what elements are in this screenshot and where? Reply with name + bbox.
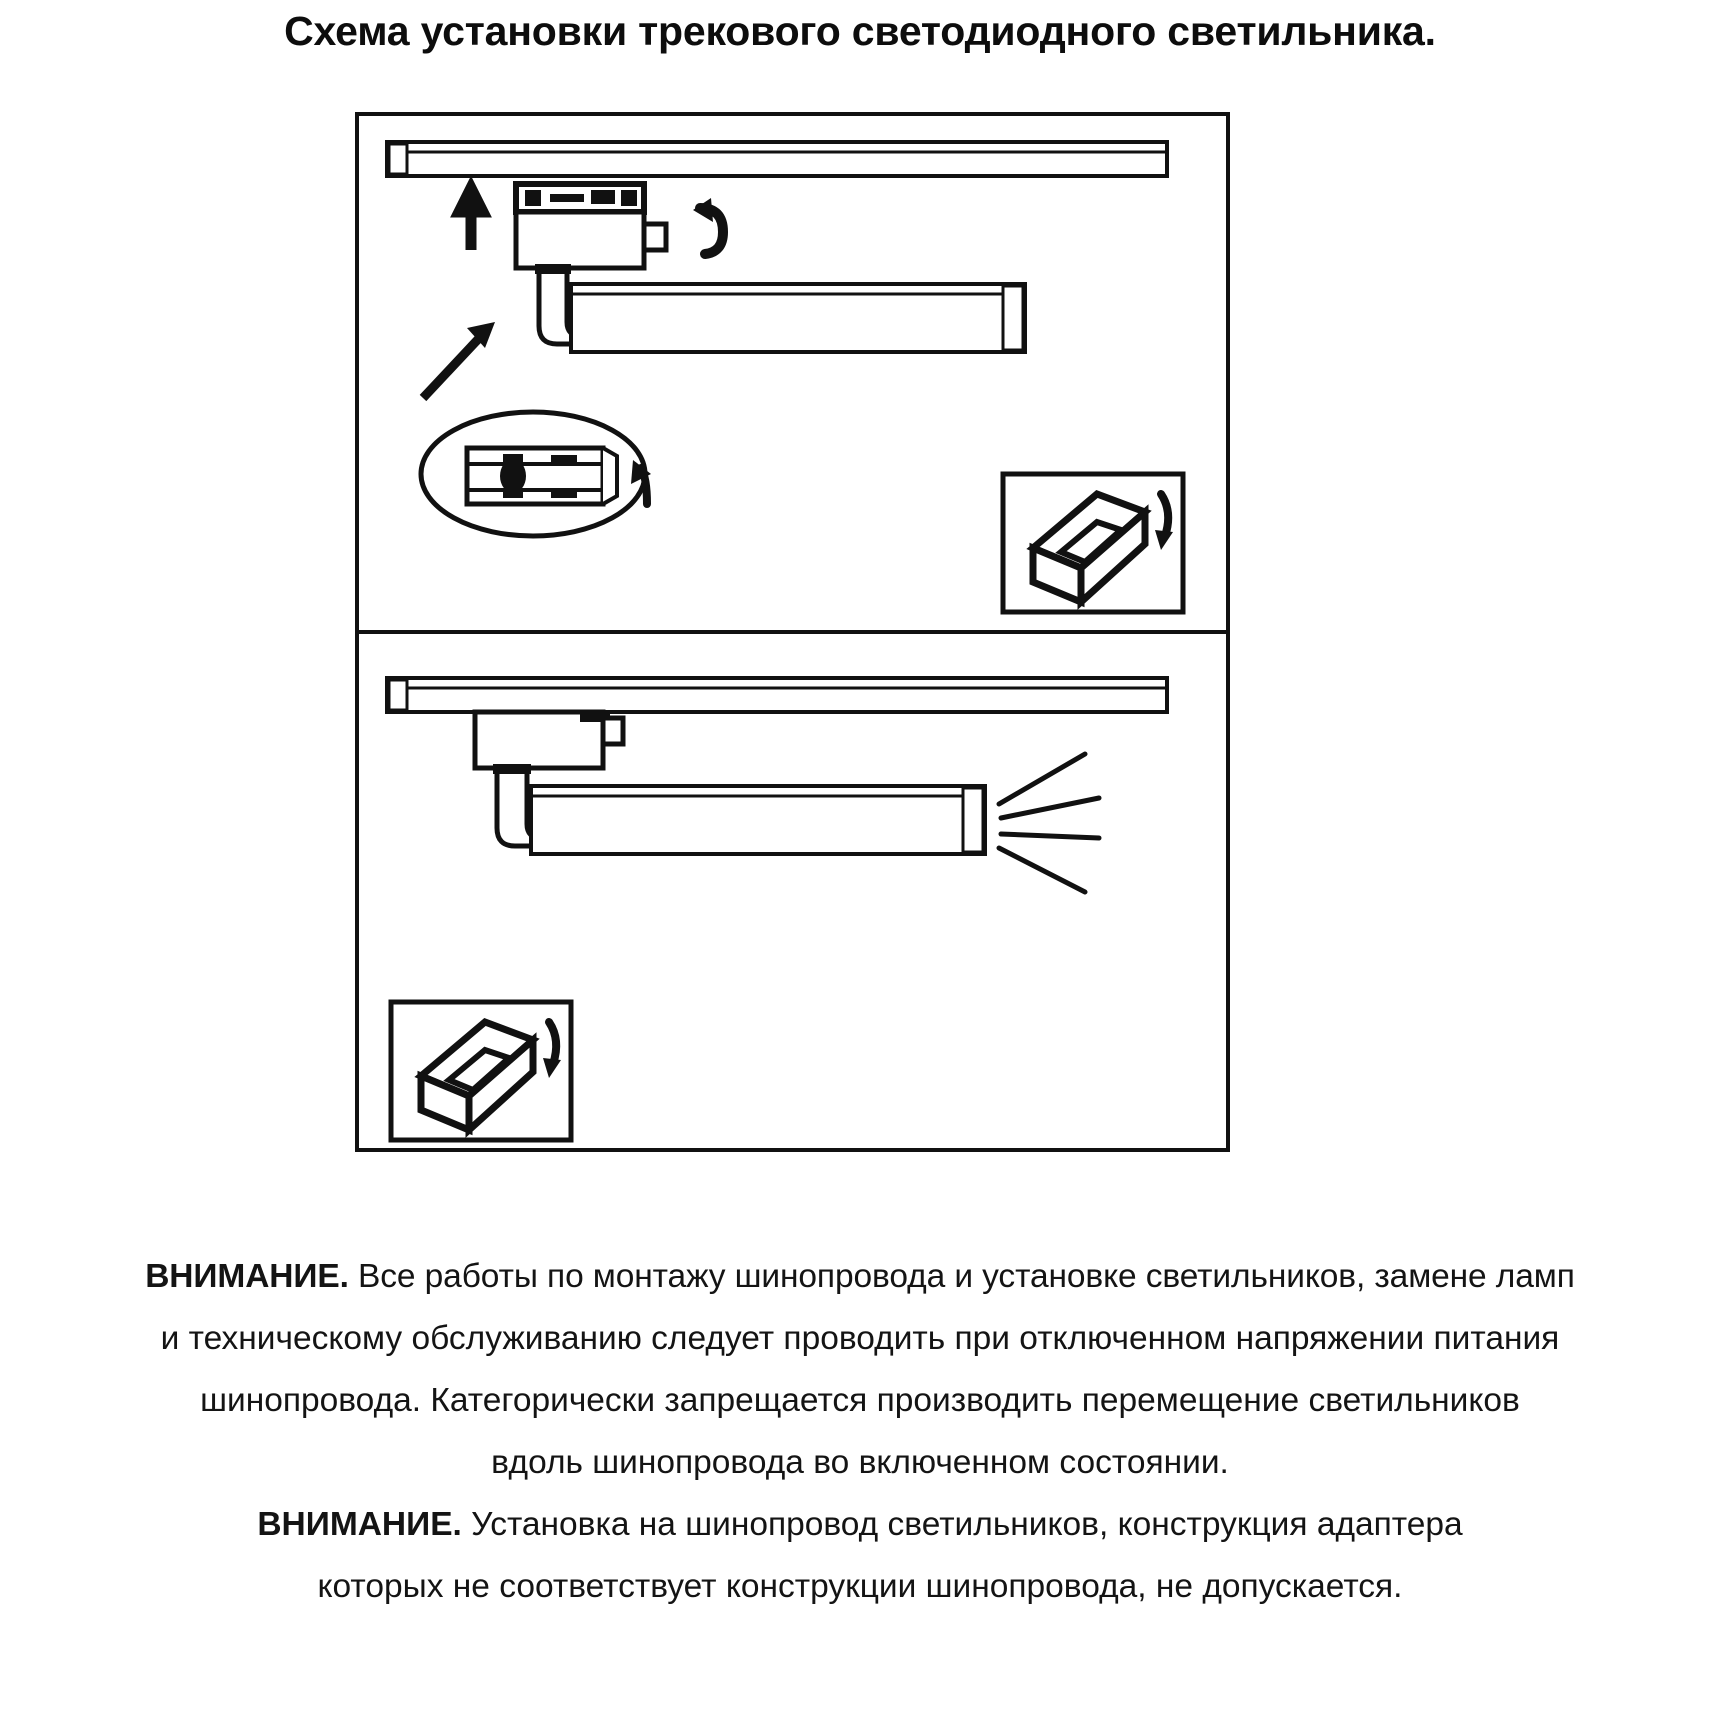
note-1-text: Все работы по монтажу шинопровода и установке светильников, замене ламп (348, 1258, 1575, 1295)
panel-mounting (387, 142, 1183, 612)
note-line-1 (0, 1246, 1720, 1308)
note-5-label: ВНИМАНИЕ. (257, 1506, 462, 1543)
note-line-4 (0, 1432, 1720, 1494)
diagram-figure (355, 112, 1230, 1152)
wall-switch-inset-top (1003, 474, 1183, 612)
note-line-5 (0, 1494, 1720, 1556)
note-line-2 (0, 1308, 1720, 1370)
detail-oval-callout (421, 412, 651, 536)
lock-screw (500, 459, 526, 493)
rotate-arrow (693, 198, 723, 254)
adapter-detail-view (467, 448, 617, 504)
page-title: Схема установки трекового светодиодного светильника. (284, 8, 1436, 54)
note-6-text: которых не соответствует конструкции шинопровода, не допускается. (317, 1568, 1403, 1605)
wall-switch-inset-bottom (391, 1002, 571, 1140)
panel-installed (387, 678, 1167, 1140)
busbar-track-2 (387, 678, 1167, 712)
insert-arrow-up (459, 188, 483, 250)
note-4-text: вдоль шинопровода во включенном состоянии. (491, 1444, 1229, 1481)
light-beam-rays (999, 754, 1099, 892)
luminaire-body-2 (531, 786, 985, 854)
warning-notes (0, 1246, 1720, 1618)
note-line-3 (0, 1370, 1720, 1432)
note-1-label: ВНИМАНИЕ. (145, 1258, 349, 1295)
note-3-text: шинопровода. Категорически запрещается производить перемещение светильников (200, 1382, 1520, 1419)
luminaire-body (571, 284, 1025, 352)
note-line-6 (0, 1556, 1720, 1618)
note-5-text: Установка на шинопровод светильников, конструкция адаптера (461, 1506, 1463, 1543)
note-2-text: и техническому обслуживанию следует проводить при отключенном напряжении питания (160, 1320, 1560, 1357)
pointer-arrow (423, 322, 495, 398)
busbar-track (387, 142, 1167, 176)
